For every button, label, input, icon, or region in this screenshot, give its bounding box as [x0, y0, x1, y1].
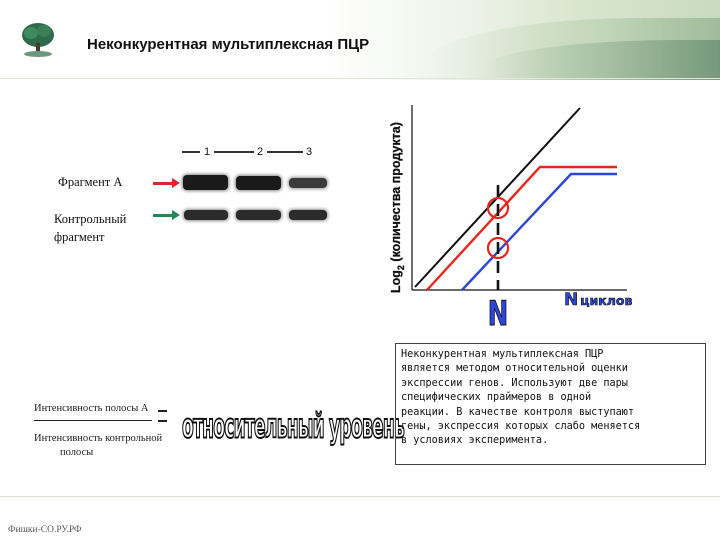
description-line: специфических праймеров в одной	[401, 392, 592, 404]
threshold-cycle-label: N	[487, 294, 509, 330]
control-arrow-icon	[153, 214, 173, 217]
relative-level-text: относительный уровень	[182, 408, 405, 447]
formula-denominator-line2: полосы	[60, 447, 94, 458]
lane-marker	[267, 151, 303, 153]
lane-marker	[182, 151, 200, 153]
footer-divider	[0, 496, 720, 497]
band-control-lane-2	[236, 210, 281, 220]
description-line: Неконкурентная мультиплексная ПЦР	[401, 349, 604, 360]
band-control-lane-3	[289, 210, 327, 220]
formula-numerator: Интенсивность полосы А	[34, 403, 149, 414]
y-axis-label: Log$_2$ (количества продукта)	[389, 122, 406, 293]
fragment-a-arrow-icon	[153, 182, 173, 185]
formula-fraction-bar	[34, 420, 152, 421]
control-label-line1: Контрольный	[54, 212, 127, 226]
lane-marker	[214, 151, 254, 153]
header-divider	[0, 78, 720, 79]
equals-sign	[158, 410, 167, 422]
description-line: в условиях эксперимента.	[401, 435, 549, 447]
lane-number-2: 2	[257, 146, 264, 158]
amplification-plot	[382, 100, 632, 330]
tree-logo-icon	[18, 20, 58, 60]
lane-number-1: 1	[204, 146, 211, 158]
description-line: гены, экспрессия которых слабо меняется	[401, 421, 641, 433]
description-line: экспрессии генов. Используют две пары	[401, 377, 628, 389]
slide-title: Неконкурентная мультиплексная ПЦР	[87, 36, 370, 53]
fragment-a-curve	[427, 167, 617, 290]
description-line: является методом относительной оценки	[401, 363, 628, 375]
control-label-line2: фрагмент	[54, 230, 105, 244]
description-line: реакции. В качестве контроля выступают	[401, 406, 635, 418]
fragment-a-label: Фрагмент А	[58, 175, 123, 189]
band-fragment-a-lane-2	[236, 176, 281, 190]
lane-number-3: 3	[306, 146, 313, 158]
band-fragment-a-lane-1	[183, 175, 228, 190]
band-fragment-a-lane-3	[289, 178, 327, 188]
description-box	[395, 343, 706, 465]
footer-text: Фишки-СО.РУ.РФ	[8, 525, 82, 535]
control-curve	[462, 174, 617, 290]
formula-denominator-line1: Интенсивность контрольной	[34, 433, 163, 444]
x-axis-label: N циклов	[564, 290, 632, 310]
band-control-lane-1	[184, 210, 228, 220]
